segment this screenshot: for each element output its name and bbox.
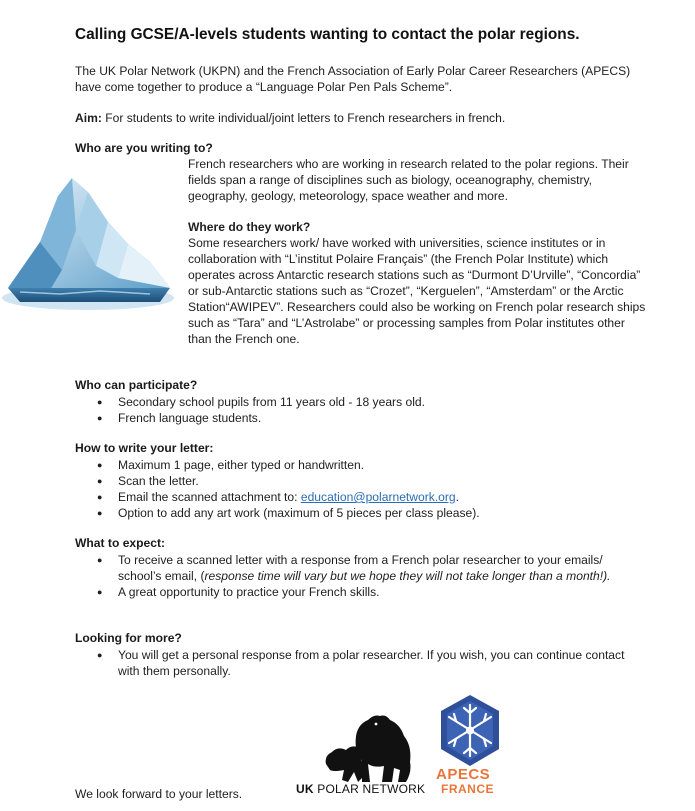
apecs-logo-text: APECS (436, 766, 491, 783)
where-work-text: Some researchers work/ have worked with universities, science institutes or in collaboration with “L’institut Polaire Français” (the French Polar Institute) which operates across Antarctic research stations such as “Durmont D’Urville”, “Concordia” or sub-Antarctic stations such as “Crozet”, “Kerguelen”, “Amsterdam” or the Arctic Station“AWIPEV”. Researchers could also be working on French polar research ships such as “Tara” and “L’Astrolabe” or processing samples from Polar institutes other than the French one. (188, 236, 646, 346)
page-title: Calling GCSE/A-levels students wanting to contact the polar regions. (75, 26, 580, 43)
aim-label: Aim: (75, 111, 102, 125)
intro-paragraph: The UK Polar Network (UKPN) and the French Association of Early Polar Career Researchers (APECS) have come together to produce a “Language Polar Pen Pals Scheme”. (75, 64, 631, 94)
list-item (75, 489, 635, 505)
polar-bear-logo-icon (320, 706, 420, 786)
how-write-list (75, 457, 635, 521)
more-heading: Looking for more? (75, 631, 182, 645)
list-item: ● French language students. (75, 410, 635, 426)
email-link[interactable]: education@polarnetwork.org (300, 490, 456, 504)
list-item: ● Maximum 1 page, either typed or handwritten. (75, 457, 635, 473)
where-work-heading: Where do they work? (188, 220, 311, 234)
aim-paragraph (75, 110, 635, 126)
expect-list (75, 552, 635, 600)
who-writing-text: French researchers who are working in research related to the polar regions. Their fields span a range of disciplines such as biology, oceanography, chemistry, geography, geology, meteorology, space weather and more. (188, 157, 629, 203)
list-item: ● You will get a personal response from a polar researcher. If you wish, you can continue contact with them personally. (75, 647, 635, 679)
how-write-heading: How to write your letter: (75, 441, 214, 455)
more-list (75, 647, 635, 679)
snowflake-logo-icon (435, 693, 505, 768)
apecs-france-text: FRANCE (441, 782, 494, 796)
closing-line: We look forward to your letters. (75, 787, 243, 801)
expect-text: To receive a scanned letter with a response from a French polar researcher to your emails/ school’s email, ( (118, 553, 603, 583)
who-writing-heading: Who are you writing to? (75, 141, 213, 155)
expect-italic: response time will vary but we hope they will not take longer than a month!). (204, 569, 611, 583)
iceberg-illustration-icon (0, 170, 175, 315)
list-item: ● Option to add any art work (maximum of 5 pieces per class please). (75, 505, 635, 521)
list-item: ● A great opportunity to practice your French skills. (75, 584, 635, 600)
expect-heading: What to expect: (75, 536, 166, 550)
email-suffix: . (455, 490, 460, 504)
list-item: ● Secondary school pupils from 11 years old - 18 years old. (75, 394, 635, 410)
email-prefix: Email the scanned attachment to: (118, 490, 301, 504)
list-item (75, 552, 635, 584)
ukpn-logo-text: UK POLAR NETWORK (296, 782, 426, 796)
participate-list (75, 394, 635, 426)
where-work-section (188, 219, 648, 347)
participate-heading: Who can participate? (75, 378, 198, 392)
list-item: ● Scan the letter. (75, 473, 635, 489)
aim-text: For students to write individual/joint letters to French researchers in french. (101, 111, 506, 125)
